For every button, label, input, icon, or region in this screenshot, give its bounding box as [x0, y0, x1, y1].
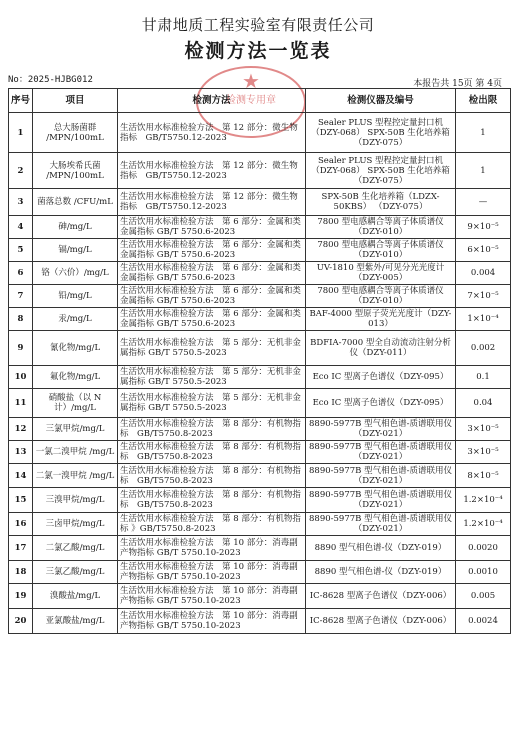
table-row — [9, 561, 511, 584]
header-item: 项目 — [33, 89, 118, 113]
row-method: 生活饮用水标准检验方法 第 5 部分：无机非金属指标 GB/T 5750.5-2023 — [118, 331, 306, 366]
row-method: 生活饮用水标准检验方法 第 8 部分：有机物指标 》GB/T5750.8-2023 — [118, 513, 306, 536]
row-method: 生活饮用水标准检验方法 第 6 部分：金属和类金属指标 GB/T 5750.6-2023 — [118, 216, 306, 239]
row-seq: 9 — [9, 331, 33, 366]
row-item: 硝酸盐（以 N 计）/mg/L — [33, 389, 118, 418]
row-limit: 7×10⁻⁵ — [456, 285, 511, 308]
row-equipment: 7800 型电感耦合等离子体质谱仪（DZY-010） — [306, 285, 456, 308]
row-equipment: BAF-4000 型原子荧光光度计（DZY-013） — [306, 308, 456, 331]
row-item: 三氯乙酸/mg/L — [33, 561, 118, 584]
row-limit: 6×10⁻⁵ — [456, 239, 511, 262]
row-item: 三卤甲烷/mg/L — [33, 513, 118, 536]
table-row — [9, 331, 511, 366]
row-item: 三氯甲烷/mg/L — [33, 418, 118, 441]
company-name: 甘肃地质工程实验室有限责任公司 — [141, 16, 375, 34]
row-limit: 0.0020 — [456, 536, 511, 561]
methods-table — [8, 88, 511, 634]
row-item: 亚氯酸盐/mg/L — [33, 609, 118, 634]
row-item: 二氯乙酸/mg/L — [33, 536, 118, 561]
row-item: 三溴甲烷/mg/L — [33, 488, 118, 513]
row-limit: 8×10⁻⁵ — [456, 464, 511, 488]
row-equipment: Eco IC 型离子色谱仪（DZY-095） — [306, 366, 456, 389]
row-seq: 7 — [9, 285, 33, 308]
row-seq: 5 — [9, 239, 33, 262]
row-method: 生活饮用水标准检验方法 第 6 部分：金属和类金属指标 GB/T 5750.6-2023 — [118, 308, 306, 331]
table-row — [9, 366, 511, 389]
row-equipment: IC-8628 型离子色谱仪（DZY-006） — [306, 584, 456, 609]
row-limit: 0.004 — [456, 262, 511, 285]
table-row — [9, 113, 511, 153]
row-limit: — — [456, 189, 511, 216]
row-method: 生活饮用水标准检验方法 第 6 部分：金属和类金属指标 GB/T 5750.6-2023 — [118, 262, 306, 285]
row-equipment: 8890-5977B 型气相色谱-质谱联用仪（DZY-021） — [306, 441, 456, 464]
row-equipment: 8890-5977B 型气相色谱-质谱联用仪（DZY-021） — [306, 418, 456, 441]
row-limit: 1×10⁻⁴ — [456, 308, 511, 331]
table-row — [9, 609, 511, 634]
row-limit: 9×10⁻⁵ — [456, 216, 511, 239]
row-seq: 1 — [9, 113, 33, 153]
row-method: 生活饮用水标准检验方法 第 5 部分：无机非金属指标 GB/T 5750.5-2023 — [118, 389, 306, 418]
row-seq: 3 — [9, 189, 33, 216]
row-limit: 1.2×10⁻⁴ — [456, 488, 511, 513]
row-method: 生活饮用水标准检验方法 第 10 部分：消毒副产物指标 GB/T 5750.10-2023 — [118, 609, 306, 634]
seal-star-icon: ★ — [242, 69, 260, 93]
row-equipment: 7800 型电感耦合等离子体质谱仪（DZY-010） — [306, 239, 456, 262]
table-row — [9, 488, 511, 513]
row-item: 氰化物/mg/L — [33, 331, 118, 366]
row-method: 生活饮用水标准检验方法 第 10 部分：消毒副产物指标 GB/T 5750.10-2023 — [118, 584, 306, 609]
row-equipment: 8890-5977B 型气相色谱-质谱联用仪（DZY-021） — [306, 464, 456, 488]
row-equipment: IC-8628 型离子色谱仪（DZY-006） — [306, 609, 456, 634]
row-limit: 3×10⁻⁵ — [456, 441, 511, 464]
row-equipment: Sealer PLUS 型程控定量封口机（DZY-068） SPX-50B 生化培养箱（DZY-075） — [306, 153, 456, 189]
table-body — [9, 113, 511, 634]
row-limit: 0.002 — [456, 331, 511, 366]
row-seq: 16 — [9, 513, 33, 536]
row-item: 菌落总数 /CFU/mL — [33, 189, 118, 216]
row-equipment: 8890 型气相色谱-仪（DZY-019） — [306, 536, 456, 561]
table-row — [9, 513, 511, 536]
row-item: 铅/mg/L — [33, 285, 118, 308]
row-seq: 13 — [9, 441, 33, 464]
row-item: 总大肠菌群 /MPN/100mL — [33, 113, 118, 153]
header-equipment: 检测仪器及编号 — [306, 89, 456, 113]
row-method: 生活饮用水标准检验方法 第 8 部分：有机物指标 GB/T5750.8-2023 — [118, 418, 306, 441]
row-item: 二氯一溴甲烷 /mg/L — [33, 464, 118, 488]
row-method: 生活饮用水标准检验方法 第 12 部分：微生物指标 GB/T5750.12-2023 — [118, 153, 306, 189]
table-row — [9, 239, 511, 262]
row-seq: 12 — [9, 418, 33, 441]
seal-text: 检测专用章 — [226, 95, 276, 106]
table-row — [9, 441, 511, 464]
row-equipment: UV-1810 型紫外/可见分光光度计（DZY-005） — [306, 262, 456, 285]
row-method: 生活饮用水标准检验方法 第 8 部分：有机物指标 GB/T5750.8-2023 — [118, 464, 306, 488]
table-row — [9, 308, 511, 331]
row-seq: 4 — [9, 216, 33, 239]
row-seq: 19 — [9, 584, 33, 609]
row-method: 生活饮用水标准检验方法 第 6 部分：金属和类金属指标 GB/T 5750.6-2023 — [118, 285, 306, 308]
table-row — [9, 389, 511, 418]
row-seq: 2 — [9, 153, 33, 189]
row-limit: 0.0024 — [456, 609, 511, 634]
header-limit: 检出限 — [456, 89, 511, 113]
table-header-row — [9, 89, 511, 113]
table-row — [9, 418, 511, 441]
row-method: 生活饮用水标准检验方法 第 8 部分：有机物指标 GB/T5750.8-2023 — [118, 441, 306, 464]
row-item: 砷/mg/L — [33, 216, 118, 239]
row-item: 铬（六价）/mg/L — [33, 262, 118, 285]
row-equipment: Eco IC 型离子色谱仪（DZY-095） — [306, 389, 456, 418]
row-equipment: SPX-50B 生化培养箱（LDZX-50KBS） （DZY-075） — [306, 189, 456, 216]
row-equipment: Sealer PLUS 型程控定量封口机（DZY-068） SPX-50B 生化培养箱（DZY-075） — [306, 113, 456, 153]
row-seq: 8 — [9, 308, 33, 331]
row-equipment: 8890 型气相色谱-仪（DZY-019） — [306, 561, 456, 584]
row-limit: 0.04 — [456, 389, 511, 418]
table-row — [9, 285, 511, 308]
row-item: 镉/mg/L — [33, 239, 118, 262]
row-limit: 3×10⁻⁵ — [456, 418, 511, 441]
row-limit: 1 — [456, 113, 511, 153]
table-row — [9, 189, 511, 216]
row-limit: 1 — [456, 153, 511, 189]
table-row — [9, 536, 511, 561]
row-seq: 11 — [9, 389, 33, 418]
row-seq: 15 — [9, 488, 33, 513]
row-equipment: 8890-5977B 型气相色谱-质谱联用仪（DZY-021） — [306, 513, 456, 536]
row-item: 氟化物/mg/L — [33, 366, 118, 389]
row-seq: 10 — [9, 366, 33, 389]
row-limit: 1.2×10⁻⁴ — [456, 513, 511, 536]
row-item: 溴酸盐/mg/L — [33, 584, 118, 609]
row-seq: 20 — [9, 609, 33, 634]
row-method: 生活饮用水标准检验方法 第 10 部分：消毒副产物指标 GB/T 5750.10-2023 — [118, 536, 306, 561]
row-seq: 17 — [9, 536, 33, 561]
row-limit: 0.1 — [456, 366, 511, 389]
row-equipment: BDFIA-7000 型全自动流动注射分析仪（DZY-011） — [306, 331, 456, 366]
row-method: 生活饮用水标准检验方法 第 8 部分：有机物指标 GB/T5750.8-2023 — [118, 488, 306, 513]
row-method: 生活饮用水标准检验方法 第 12 部分：微生物指标 GB/T5750.12-2023 — [118, 113, 306, 153]
table-row — [9, 262, 511, 285]
row-method: 生活饮用水标准检验方法 第 5 部分：无机非金属指标 GB/T 5750.5-2023 — [118, 366, 306, 389]
page-info: 本报告共 15页 第 4页 — [413, 79, 502, 89]
row-item: 一氯二溴甲烷 /mg/L — [33, 441, 118, 464]
row-equipment: 8890-5977B 型气相色谱-质谱联用仪（DZY-021） — [306, 488, 456, 513]
row-method: 生活饮用水标准检验方法 第 12 部分：微生物指标 GB/T5750.12-2023 — [118, 189, 306, 216]
row-seq: 6 — [9, 262, 33, 285]
row-seq: 18 — [9, 561, 33, 584]
row-method: 生活饮用水标准检验方法 第 6 部分：金属和类金属指标 GB/T 5750.6-2023 — [118, 239, 306, 262]
row-seq: 14 — [9, 464, 33, 488]
document-title: 检测方法一览表 — [184, 40, 332, 62]
header-method: 检测方法 — [118, 89, 306, 113]
table-row — [9, 584, 511, 609]
row-method: 生活饮用水标准检验方法 第 10 部分：消毒副产物指标 GB/T 5750.10-2023 — [118, 561, 306, 584]
document-number: No：2025-HJBG012 — [8, 75, 93, 85]
table-row — [9, 464, 511, 488]
row-equipment: 7800 型电感耦合等离子体质谱仪（DZY-010） — [306, 216, 456, 239]
table-row — [9, 216, 511, 239]
row-limit: 0.0010 — [456, 561, 511, 584]
table-row — [9, 153, 511, 189]
row-item: 汞/mg/L — [33, 308, 118, 331]
row-limit: 0.005 — [456, 584, 511, 609]
row-item: 大肠埃希氏菌 /MPN/100mL — [33, 153, 118, 189]
header-seq: 序号 — [9, 89, 33, 113]
